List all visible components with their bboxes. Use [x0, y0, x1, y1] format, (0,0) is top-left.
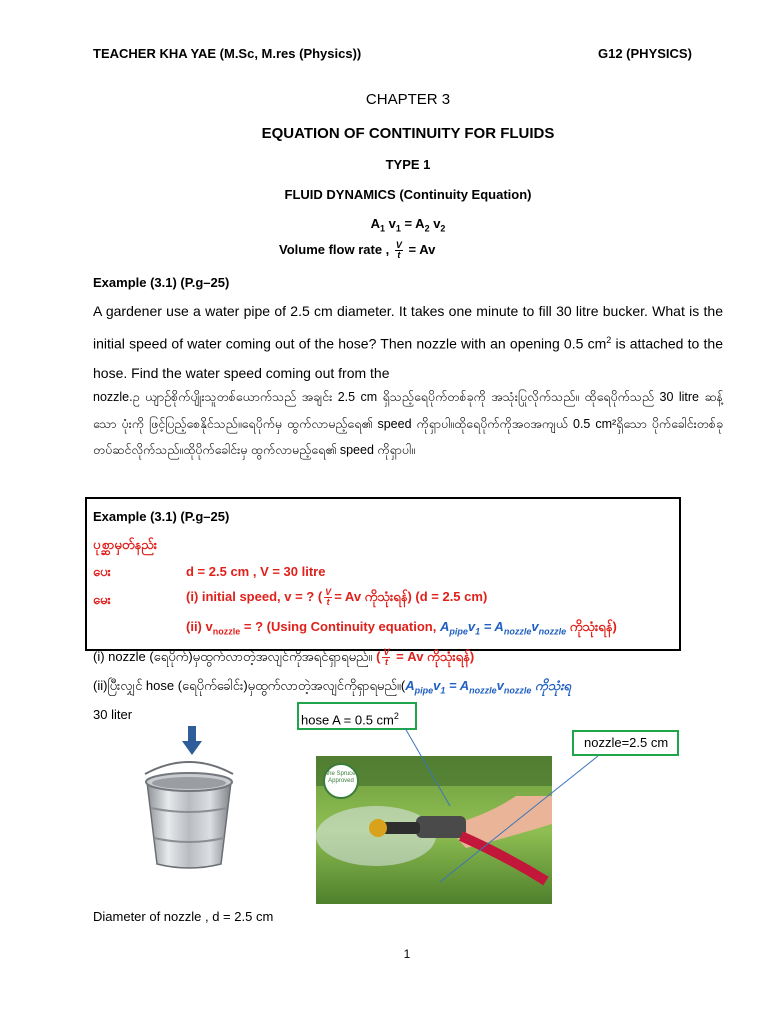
nozzle-label: nozzle=2.5 cm: [572, 730, 679, 756]
ask-2: (ii) $v_{nozzle}$ = ? (Using Continuity equation, $A_{pipe}v_1 = A_{nozzle}v_{nozzle}$ ကိုသုံးရန်): [186, 619, 617, 637]
hose-pointer-line: [405, 728, 450, 806]
page-number: 1: [403, 947, 411, 961]
volume-flow-formula: Volume flow rate , $\frac{V}{t}$ = Av: [279, 240, 436, 260]
problem-myanmar: nozzle.ဥ ယျာဉ်စိုက်ပျိုးသူတစ်ယောက်သည် အချင်း 2.5 cm ရှိသည့်ရေပိုက်တစ်ခုကို အသုံးပြုလိုက်သည်။ ထိုရေပိုက်သည် 30 litre ဆန့်သော ပုံးကို ဖြင့်ပြည့်စေနိုင်သည်။ရေပိုက်မှ ထွက်လာမည့်ရေ၏ speed ကိုရှာပါ။ထိုရေပိုက်ကိုအဝအကျယ် 0.5 cm²ရှိသော ပိုက်ခေါင်းတစ်ခုတပ်ဆင်လိုက်သည်။ထိုပိုက်ခေါင်းမှ ထွက်လာမည့်ရေ၏ speed ကိုရှာပါ။: [93, 390, 723, 457]
given-label: ပေး: [93, 564, 111, 579]
box-method: ပုစ္ဆာမှတ်နည်း: [93, 537, 158, 552]
box-heading: Example (3.1) (P.g–25): [93, 509, 230, 524]
chapter-title: CHAPTER 3: [365, 91, 451, 108]
ask-1: (i) initial speed, v = ? ( $\frac{V}{t}$ = Av ကိုသုံးရန်) (d = 2.5 cm): [186, 587, 488, 607]
continuity-formula: $A_1$ $v_1 = A_2$ $v_2$: [370, 216, 446, 234]
step-i: (i) nozzle (ရေပိုက်)မှထွက်လာတဲ့အလျင်ကိုအရင်ရှာရမည်။ ( $\frac{V}{t}$ = Av ကိုသုံးရန်): [93, 647, 475, 667]
problem-english: A gardener use a water pipe of 2.5 cm diameter. It takes one minute to fill 30 litre bucker. What is the initial speed of water coming out of the hose? Then nozzle with an opening 0.5 $cm^2$ is attached to the hose. Find the water speed coming out from the: [93, 303, 723, 381]
page-title: EQUATION OF CONTINUITY FOR FLUIDS: [261, 125, 555, 142]
given-value: d = 2.5 cm , V = 30 litre: [186, 564, 326, 579]
header-right: G12 (PHYSICS): [598, 46, 692, 61]
spruce-approved-badge: the Spruce Approved: [326, 771, 356, 784]
subtitle: FLUID DYNAMICS (Continuity Equation): [284, 187, 532, 202]
liter-label: 30 liter: [93, 707, 133, 722]
hose-area-label: hose A = 0.5 $cm^2$: [297, 702, 417, 730]
nozzle-pointer-line: [440, 756, 598, 882]
diameter-text: Diameter of nozzle , d = 2.5 cm: [93, 909, 274, 924]
type-heading: TYPE 1: [385, 157, 431, 172]
ask-label: မေး: [93, 592, 111, 607]
example-heading: Example (3.1) (P.g–25): [93, 275, 230, 290]
step-ii: (ii)ပြီးလျှင် hose (ရေပိုက်ခေါင်း)မှထွက်လာတဲ့အလျင်ကိုရှာရမည်။($A_{pipe}v_1 = A_{nozzle}v_{nozzle}$ ကိုသုံးရ: [93, 678, 572, 696]
header-left: TEACHER KHA YAE (M.Sc, M.res (Physics)): [93, 46, 362, 61]
